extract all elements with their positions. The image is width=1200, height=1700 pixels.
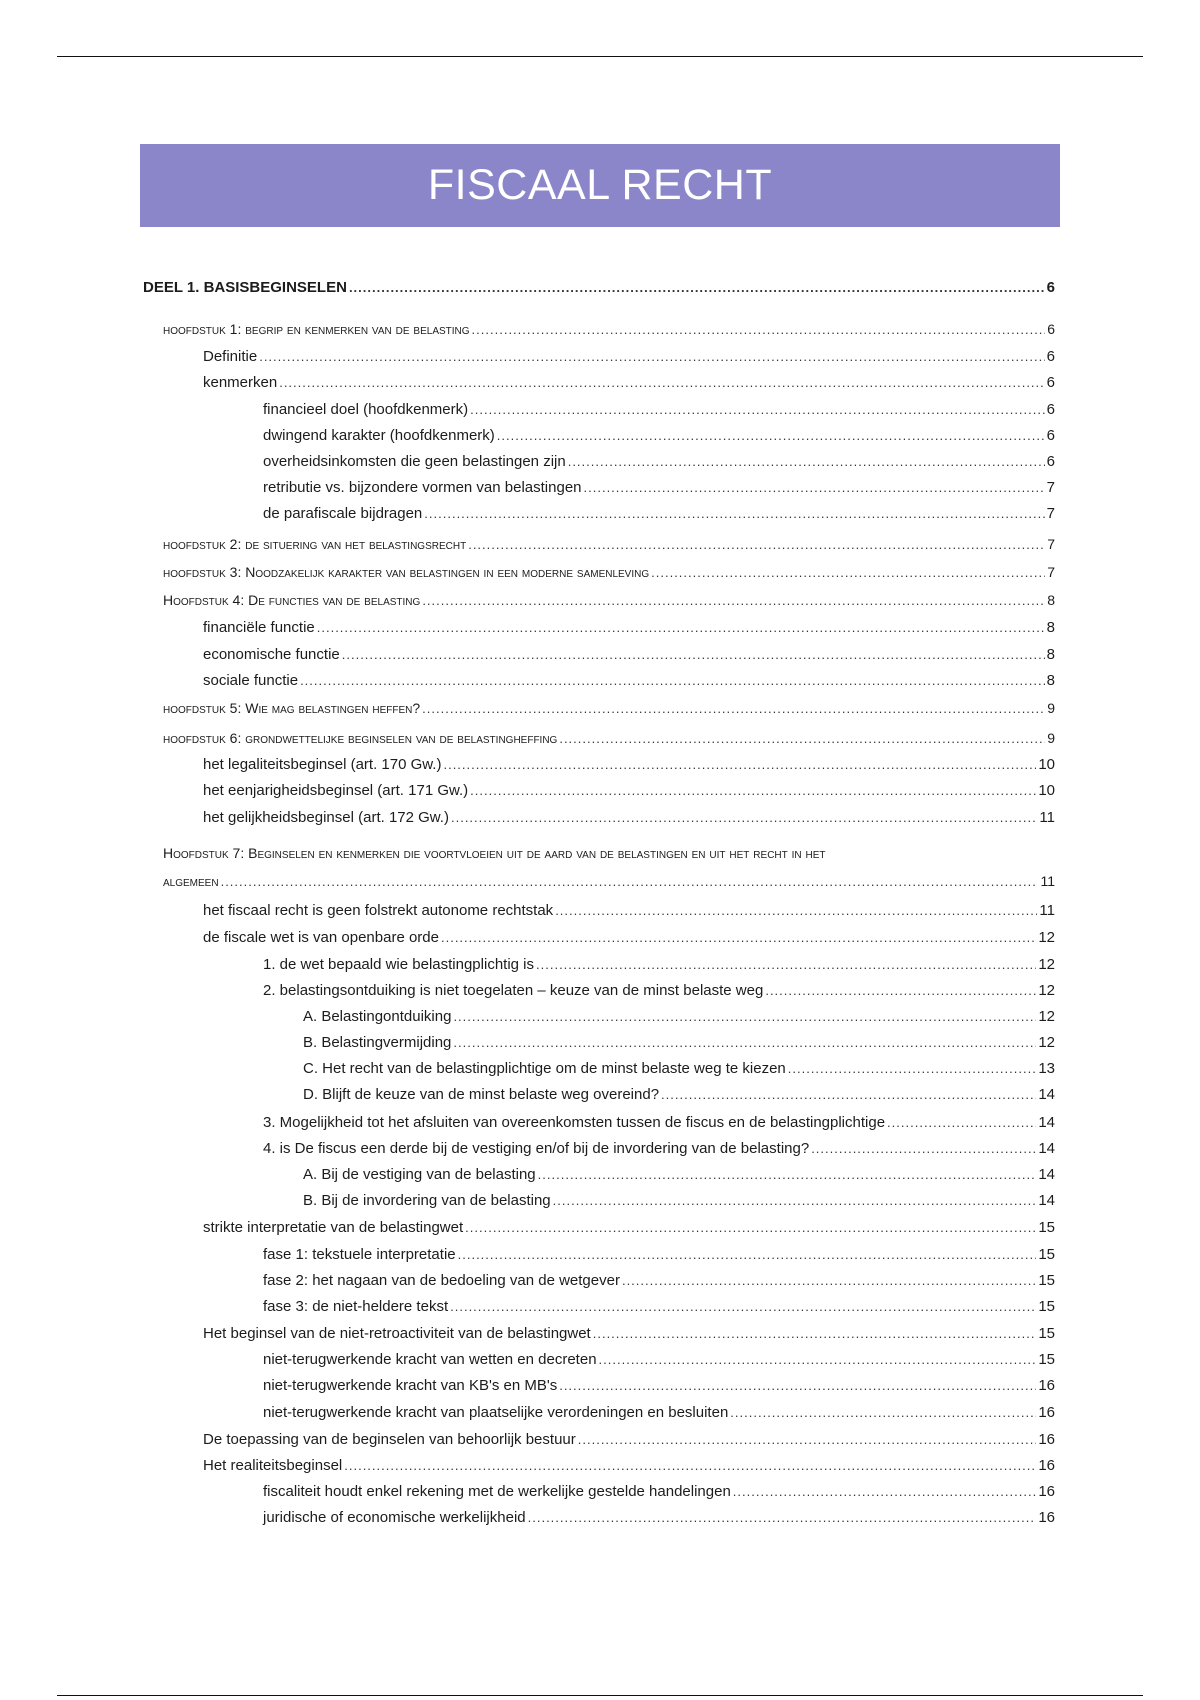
- toc-entry-chapter-3[interactable]: hoofdstuk 3: Noodzakelijk karakter van belastingen in een moderne samenleving ..... 7: [163, 564, 1055, 580]
- document-title: FISCAAL RECHT: [427, 161, 773, 209]
- toc-entry[interactable]: A. Belastingontduiking ..... 12: [303, 1008, 1055, 1025]
- toc-entry-chapter-7-cont[interactable]: algemeen ..... 11: [163, 873, 1055, 889]
- toc-entry[interactable]: De toepassing van de beginselen van behoorlijk bestuur ..... 16: [203, 1431, 1055, 1448]
- toc-entry[interactable]: B. Bij de invordering van de belasting ..... 14: [303, 1192, 1055, 1209]
- toc-entry[interactable]: Het realiteitsbeginsel ..... 16: [203, 1457, 1055, 1474]
- toc-entry[interactable]: het fiscaal recht is geen folstrekt autonome rechtstak ..... 11: [203, 902, 1055, 919]
- toc-entry[interactable]: financiële functie ..... 8: [203, 619, 1055, 636]
- toc-entry[interactable]: de fiscale wet is van openbare orde ..... 12: [203, 929, 1055, 946]
- toc-entry[interactable]: niet-terugwerkende kracht van KB's en MB's ..... 16: [263, 1377, 1055, 1394]
- toc-entry[interactable]: Definitie ..... 6: [203, 348, 1055, 365]
- toc-entry-chapter-4[interactable]: Hoofdstuk 4: De functies van de belasting ..... 8: [163, 592, 1055, 608]
- toc-entry[interactable]: B. Belastingvermijding ..... 12: [303, 1034, 1055, 1051]
- toc-entry[interactable]: dwingend karakter (hoofdkenmerk) ..... 6: [263, 427, 1055, 444]
- toc-entry[interactable]: 2. belastingsontduiking is niet toegelaten – keuze van de minst belaste weg ..... 12: [263, 982, 1055, 999]
- toc-entry[interactable]: het eenjarigheidsbeginsel (art. 171 Gw.) ..... 10: [203, 782, 1055, 799]
- toc-entry[interactable]: kenmerken ..... 6: [203, 374, 1055, 391]
- title-banner: [140, 144, 1060, 227]
- toc-entry[interactable]: de parafiscale bijdragen ..... 7: [263, 505, 1055, 522]
- toc-entry[interactable]: Het beginsel van de niet-retroactiviteit van de belastingwet ..... 15: [203, 1325, 1055, 1342]
- top-rule: [57, 56, 1143, 57]
- toc-entry[interactable]: het gelijkheidsbeginsel (art. 172 Gw.) ..... 11: [203, 809, 1055, 826]
- toc-entry[interactable]: 3. Mogelijkheid tot het afsluiten van overeenkomsten tussen de fiscus en de belastingplichtige ..... 14: [263, 1114, 1055, 1131]
- toc-entry[interactable]: het legaliteitsbeginsel (art. 170 Gw.) ..... 10: [203, 756, 1055, 773]
- toc-entry[interactable]: juridische of economische werkelijkheid ..... 16: [263, 1509, 1055, 1526]
- toc-entry[interactable]: overheidsinkomsten die geen belastingen zijn ..... 6: [263, 453, 1055, 470]
- toc-entry[interactable]: niet-terugwerkende kracht van plaatselijke verordeningen en besluiten ..... 16: [263, 1404, 1055, 1421]
- toc-entry[interactable]: fase 1: tekstuele interpretatie ..... 15: [263, 1246, 1055, 1263]
- toc-entry-part-1[interactable]: DEEL 1. BASISBEGINSELEN ..... 6: [143, 279, 1055, 296]
- toc-entry-chapter-1[interactable]: hoofdstuk 1: begrip en kenmerken van de belasting ..... 6: [163, 321, 1055, 337]
- toc-entry[interactable]: retributie vs. bijzondere vormen van belastingen ..... 7: [263, 479, 1055, 496]
- toc-entry-chapter-7[interactable]: Hoofdstuk 7: Beginselen en kenmerken die voortvloeien uit de aard van de belastingen en uit het recht in het: [163, 845, 826, 861]
- toc-entry[interactable]: financieel doel (hoofdkenmerk) ..... 6: [263, 401, 1055, 418]
- toc-entry[interactable]: fiscaliteit houdt enkel rekening met de werkelijke gestelde handelingen ..... 16: [263, 1483, 1055, 1500]
- toc-entry[interactable]: economische functie ..... 8: [203, 646, 1055, 663]
- toc-entry[interactable]: C. Het recht van de belastingplichtige om de minst belaste weg te kiezen ..... 13: [303, 1060, 1055, 1077]
- toc-entry[interactable]: fase 2: het nagaan van de bedoeling van de wetgever ..... 15: [263, 1272, 1055, 1289]
- toc-entry[interactable]: D. Blijft de keuze van de minst belaste weg overeind? ..... 14: [303, 1086, 1055, 1103]
- toc-entry[interactable]: niet-terugwerkende kracht van wetten en decreten ..... 15: [263, 1351, 1055, 1368]
- toc-entry[interactable]: 4. is De fiscus een derde bij de vestiging en/of bij de invordering van de belasting? ..... 14: [263, 1140, 1055, 1157]
- toc-entry[interactable]: fase 3: de niet-heldere tekst ..... 15: [263, 1298, 1055, 1315]
- toc-entry-chapter-2[interactable]: hoofdstuk 2: de situering van het belastingsrecht ..... 7: [163, 536, 1055, 552]
- toc-entry[interactable]: A. Bij de vestiging van de belasting ..... 14: [303, 1166, 1055, 1183]
- toc-entry-chapter-6[interactable]: hoofdstuk 6: grondwettelijke beginselen van de belastingheffing ..... 9: [163, 730, 1055, 746]
- toc-entry-chapter-5[interactable]: hoofdstuk 5: Wie mag belastingen heffen? ..... 9: [163, 700, 1055, 716]
- toc-entry[interactable]: 1. de wet bepaald wie belastingplichtig is ..... 12: [263, 956, 1055, 973]
- toc-entry[interactable]: sociale functie ..... 8: [203, 672, 1055, 689]
- toc-entry[interactable]: strikte interpretatie van de belastingwet ..... 15: [203, 1219, 1055, 1236]
- bottom-rule: [57, 1695, 1143, 1696]
